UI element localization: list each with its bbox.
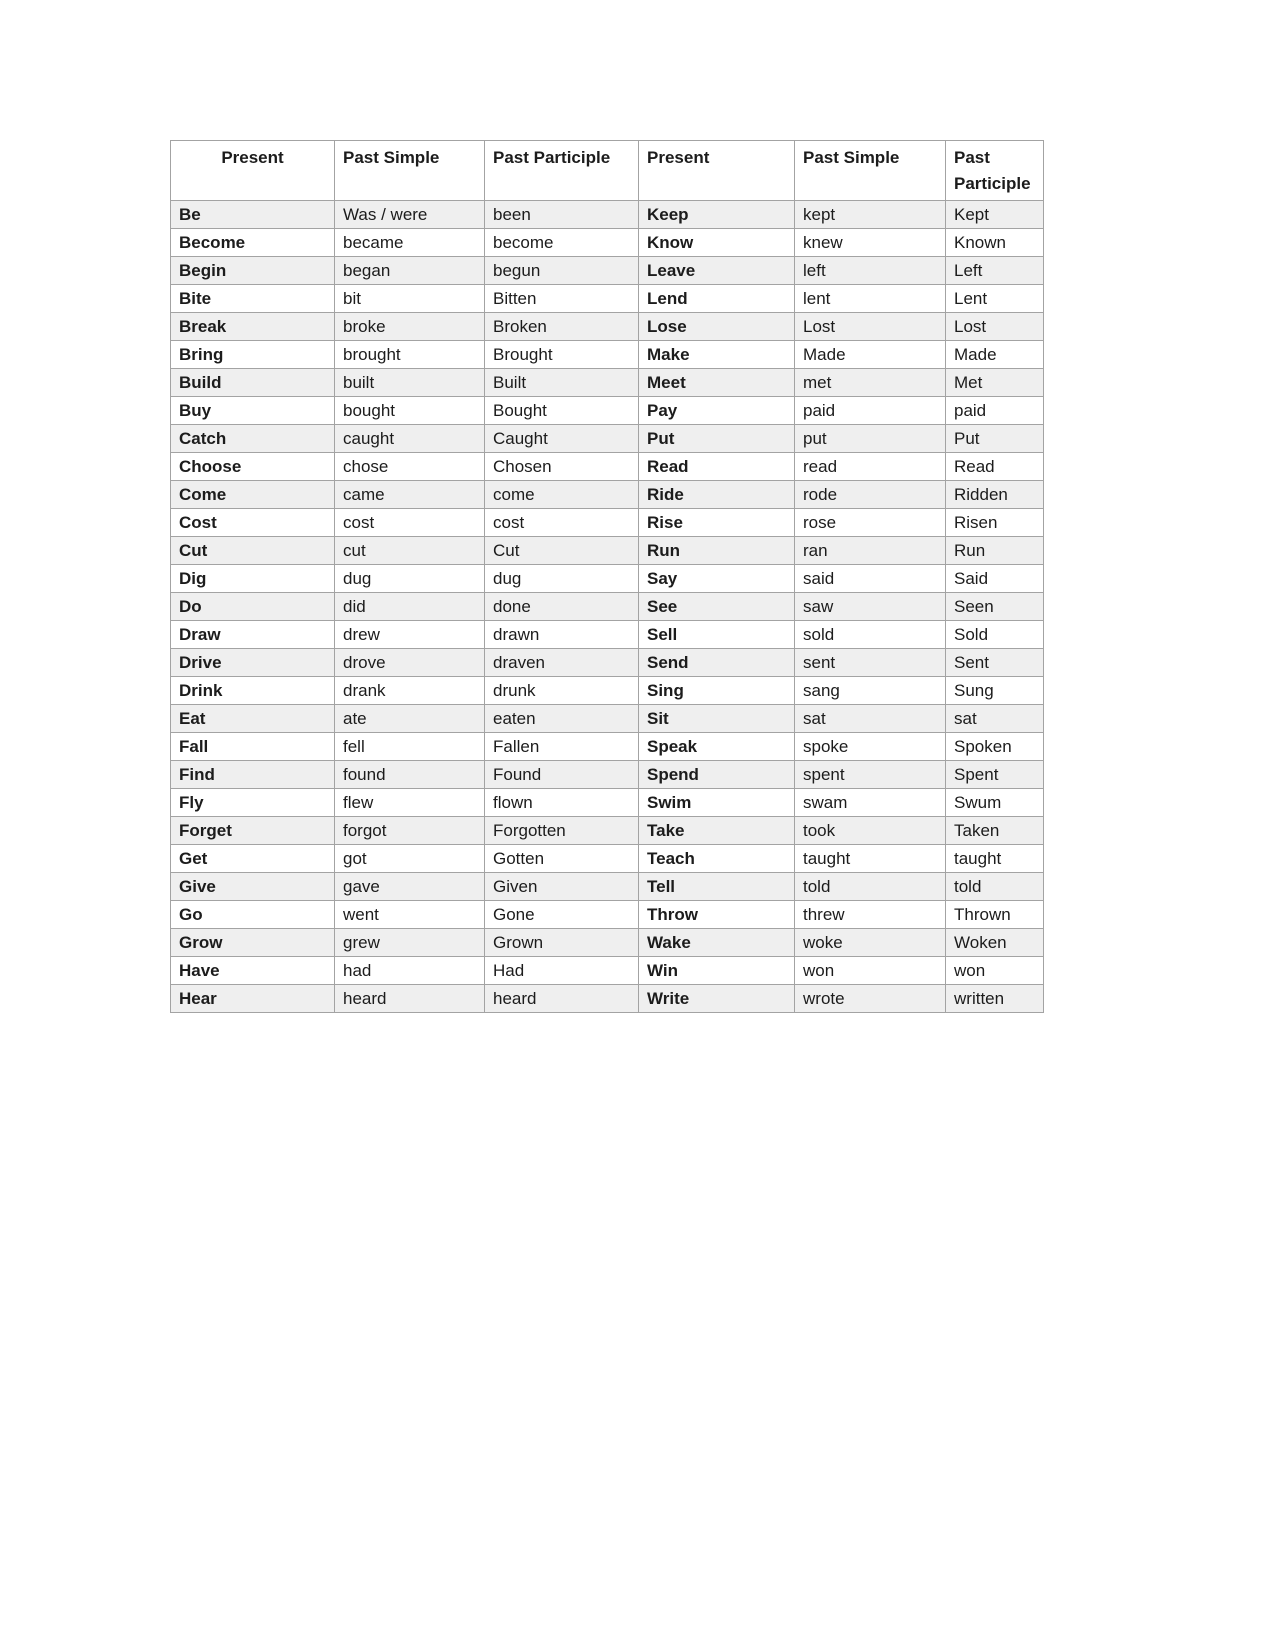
present-cell: Dig: [171, 564, 335, 592]
past-participle-cell: Woken: [946, 928, 1044, 956]
past-simple-cell: gave: [335, 872, 485, 900]
past-simple-cell: fell: [335, 732, 485, 760]
past-participle-cell: written: [946, 984, 1044, 1012]
present-cell: Break: [171, 312, 335, 340]
past-simple-cell: ate: [335, 704, 485, 732]
past-participle-cell: eaten: [485, 704, 639, 732]
present-cell: Draw: [171, 620, 335, 648]
past-simple-cell: found: [335, 760, 485, 788]
present-cell: Buy: [171, 396, 335, 424]
present-cell: Drink: [171, 676, 335, 704]
table-row: [171, 452, 1044, 480]
past-simple-cell: knew: [795, 228, 946, 256]
past-simple-cell: bought: [335, 396, 485, 424]
table-row: [171, 956, 1044, 984]
present-cell: Make: [639, 340, 795, 368]
past-participle-cell: Had: [485, 956, 639, 984]
present-cell: Choose: [171, 452, 335, 480]
past-simple-cell: heard: [335, 984, 485, 1012]
present-cell: Read: [639, 452, 795, 480]
past-simple-cell: Made: [795, 340, 946, 368]
table-row: [171, 844, 1044, 872]
past-participle-cell: Thrown: [946, 900, 1044, 928]
past-participle-cell: dug: [485, 564, 639, 592]
past-participle-cell: Swum: [946, 788, 1044, 816]
past-participle-cell: Sold: [946, 620, 1044, 648]
past-simple-cell: said: [795, 564, 946, 592]
past-simple-cell: had: [335, 956, 485, 984]
past-participle-cell: Left: [946, 256, 1044, 284]
past-simple-cell: sat: [795, 704, 946, 732]
past-participle-cell: Gotten: [485, 844, 639, 872]
present-cell: Eat: [171, 704, 335, 732]
past-simple-cell: caught: [335, 424, 485, 452]
past-simple-cell: took: [795, 816, 946, 844]
past-simple-cell: taught: [795, 844, 946, 872]
past-simple-cell: spoke: [795, 732, 946, 760]
table-row: [171, 312, 1044, 340]
past-simple-cell: put: [795, 424, 946, 452]
present-cell: Spend: [639, 760, 795, 788]
past-simple-cell: lent: [795, 284, 946, 312]
table-row: [171, 424, 1044, 452]
table-row: [171, 396, 1044, 424]
past-simple-cell: brought: [335, 340, 485, 368]
past-participle-cell: come: [485, 480, 639, 508]
past-simple-cell: did: [335, 592, 485, 620]
past-simple-cell: drew: [335, 620, 485, 648]
past-simple-cell: read: [795, 452, 946, 480]
header-present-right: Present: [639, 141, 795, 201]
past-participle-cell: Found: [485, 760, 639, 788]
past-simple-cell: chose: [335, 452, 485, 480]
past-participle-cell: Brought: [485, 340, 639, 368]
present-cell: Throw: [639, 900, 795, 928]
table-row: [171, 676, 1044, 704]
header-past-simple-left: Past Simple: [335, 141, 485, 201]
table-row: [171, 984, 1044, 1012]
past-simple-cell: kept: [795, 200, 946, 228]
past-simple-cell: drank: [335, 676, 485, 704]
present-cell: Send: [639, 648, 795, 676]
present-cell: Do: [171, 592, 335, 620]
past-simple-cell: built: [335, 368, 485, 396]
past-participle-cell: Gone: [485, 900, 639, 928]
past-participle-cell: become: [485, 228, 639, 256]
past-participle-cell: Made: [946, 340, 1044, 368]
present-cell: See: [639, 592, 795, 620]
table-row: [171, 368, 1044, 396]
present-cell: Fly: [171, 788, 335, 816]
past-participle-cell: Built: [485, 368, 639, 396]
table-row: [171, 648, 1044, 676]
table-row: [171, 508, 1044, 536]
past-participle-cell: Kept: [946, 200, 1044, 228]
past-simple-cell: won: [795, 956, 946, 984]
present-cell: Tell: [639, 872, 795, 900]
past-simple-cell: paid: [795, 396, 946, 424]
past-simple-cell: went: [335, 900, 485, 928]
present-cell: Take: [639, 816, 795, 844]
past-participle-cell: Known: [946, 228, 1044, 256]
table-row: [171, 480, 1044, 508]
past-participle-cell: heard: [485, 984, 639, 1012]
table-row: [171, 200, 1044, 228]
present-cell: Bring: [171, 340, 335, 368]
past-simple-cell: ran: [795, 536, 946, 564]
past-participle-cell: Fallen: [485, 732, 639, 760]
past-simple-cell: rode: [795, 480, 946, 508]
present-cell: Hear: [171, 984, 335, 1012]
past-participle-cell: Chosen: [485, 452, 639, 480]
present-cell: Build: [171, 368, 335, 396]
table-row: [171, 704, 1044, 732]
past-simple-cell: dug: [335, 564, 485, 592]
header-past-participle-left: Past Participle: [485, 141, 639, 201]
header-past-participle-right: Past Participle: [946, 141, 1044, 201]
present-cell: Fall: [171, 732, 335, 760]
present-cell: Find: [171, 760, 335, 788]
table-header: [171, 141, 1044, 201]
past-participle-cell: Bitten: [485, 284, 639, 312]
table-row: [171, 340, 1044, 368]
past-participle-cell: drawn: [485, 620, 639, 648]
past-simple-cell: threw: [795, 900, 946, 928]
table-row: [171, 760, 1044, 788]
past-participle-cell: Caught: [485, 424, 639, 452]
past-simple-cell: cut: [335, 536, 485, 564]
present-cell: Lend: [639, 284, 795, 312]
present-cell: Say: [639, 564, 795, 592]
present-cell: Win: [639, 956, 795, 984]
past-participle-cell: Forgotten: [485, 816, 639, 844]
present-cell: Run: [639, 536, 795, 564]
past-participle-cell: Grown: [485, 928, 639, 956]
present-cell: Ride: [639, 480, 795, 508]
present-cell: Teach: [639, 844, 795, 872]
past-simple-cell: forgot: [335, 816, 485, 844]
past-participle-cell: Met: [946, 368, 1044, 396]
present-cell: Catch: [171, 424, 335, 452]
past-participle-cell: draven: [485, 648, 639, 676]
past-simple-cell: began: [335, 256, 485, 284]
past-participle-cell: been: [485, 200, 639, 228]
past-simple-cell: became: [335, 228, 485, 256]
past-participle-cell: Ridden: [946, 480, 1044, 508]
past-simple-cell: saw: [795, 592, 946, 620]
past-participle-cell: Put: [946, 424, 1044, 452]
present-cell: Begin: [171, 256, 335, 284]
present-cell: Get: [171, 844, 335, 872]
present-cell: Lose: [639, 312, 795, 340]
past-participle-cell: won: [946, 956, 1044, 984]
past-participle-cell: Run: [946, 536, 1044, 564]
past-participle-cell: taught: [946, 844, 1044, 872]
past-participle-cell: Sung: [946, 676, 1044, 704]
table-body: [171, 200, 1044, 1012]
past-participle-cell: cost: [485, 508, 639, 536]
past-participle-cell: Read: [946, 452, 1044, 480]
past-participle-cell: Spoken: [946, 732, 1044, 760]
past-participle-cell: begun: [485, 256, 639, 284]
present-cell: Know: [639, 228, 795, 256]
present-cell: Cut: [171, 536, 335, 564]
past-simple-cell: rose: [795, 508, 946, 536]
table-row: [171, 900, 1044, 928]
past-simple-cell: wrote: [795, 984, 946, 1012]
present-cell: Come: [171, 480, 335, 508]
table-row: [171, 732, 1044, 760]
table-row: [171, 816, 1044, 844]
present-cell: Drive: [171, 648, 335, 676]
present-cell: Rise: [639, 508, 795, 536]
past-participle-cell: Said: [946, 564, 1044, 592]
present-cell: Become: [171, 228, 335, 256]
past-participle-cell: Bought: [485, 396, 639, 424]
past-simple-cell: swam: [795, 788, 946, 816]
present-cell: Put: [639, 424, 795, 452]
past-simple-cell: left: [795, 256, 946, 284]
present-cell: Pay: [639, 396, 795, 424]
past-simple-cell: sent: [795, 648, 946, 676]
table-row: [171, 564, 1044, 592]
present-cell: Swim: [639, 788, 795, 816]
table-row: [171, 928, 1044, 956]
past-simple-cell: cost: [335, 508, 485, 536]
past-participle-cell: told: [946, 872, 1044, 900]
present-cell: Sing: [639, 676, 795, 704]
present-cell: Cost: [171, 508, 335, 536]
past-simple-cell: drove: [335, 648, 485, 676]
table-row: [171, 256, 1044, 284]
present-cell: Write: [639, 984, 795, 1012]
present-cell: Forget: [171, 816, 335, 844]
present-cell: Leave: [639, 256, 795, 284]
past-simple-cell: came: [335, 480, 485, 508]
table-row: [171, 872, 1044, 900]
present-cell: Go: [171, 900, 335, 928]
present-cell: Give: [171, 872, 335, 900]
past-participle-cell: Cut: [485, 536, 639, 564]
present-cell: Be: [171, 200, 335, 228]
past-simple-cell: woke: [795, 928, 946, 956]
present-cell: Sit: [639, 704, 795, 732]
past-simple-cell: Lost: [795, 312, 946, 340]
past-participle-cell: flown: [485, 788, 639, 816]
past-simple-cell: sold: [795, 620, 946, 648]
present-cell: Bite: [171, 284, 335, 312]
table-row: [171, 788, 1044, 816]
table-row: [171, 284, 1044, 312]
irregular-verbs-table: [170, 140, 1044, 1013]
past-participle-cell: Lost: [946, 312, 1044, 340]
past-simple-cell: broke: [335, 312, 485, 340]
past-participle-cell: Given: [485, 872, 639, 900]
past-simple-cell: bit: [335, 284, 485, 312]
past-simple-cell: sang: [795, 676, 946, 704]
past-participle-cell: Sent: [946, 648, 1044, 676]
past-participle-cell: Lent: [946, 284, 1044, 312]
past-participle-cell: Broken: [485, 312, 639, 340]
past-simple-cell: spent: [795, 760, 946, 788]
past-participle-cell: done: [485, 592, 639, 620]
present-cell: Sell: [639, 620, 795, 648]
present-cell: Meet: [639, 368, 795, 396]
past-simple-cell: got: [335, 844, 485, 872]
present-cell: Speak: [639, 732, 795, 760]
past-participle-cell: sat: [946, 704, 1044, 732]
present-cell: Grow: [171, 928, 335, 956]
past-participle-cell: Risen: [946, 508, 1044, 536]
past-participle-cell: Taken: [946, 816, 1044, 844]
table-row: [171, 536, 1044, 564]
past-participle-cell: Seen: [946, 592, 1044, 620]
present-cell: Keep: [639, 200, 795, 228]
header-present-left: Present: [171, 141, 335, 201]
past-participle-cell: Spent: [946, 760, 1044, 788]
present-cell: Wake: [639, 928, 795, 956]
table-row: [171, 620, 1044, 648]
header-past-simple-right: Past Simple: [795, 141, 946, 201]
past-participle-cell: paid: [946, 396, 1044, 424]
present-cell: Have: [171, 956, 335, 984]
past-participle-cell: drunk: [485, 676, 639, 704]
past-simple-cell: flew: [335, 788, 485, 816]
past-simple-cell: grew: [335, 928, 485, 956]
table-row: [171, 592, 1044, 620]
past-simple-cell: told: [795, 872, 946, 900]
past-simple-cell: met: [795, 368, 946, 396]
header-row: [171, 141, 1044, 201]
past-simple-cell: Was / were: [335, 200, 485, 228]
table-row: [171, 228, 1044, 256]
